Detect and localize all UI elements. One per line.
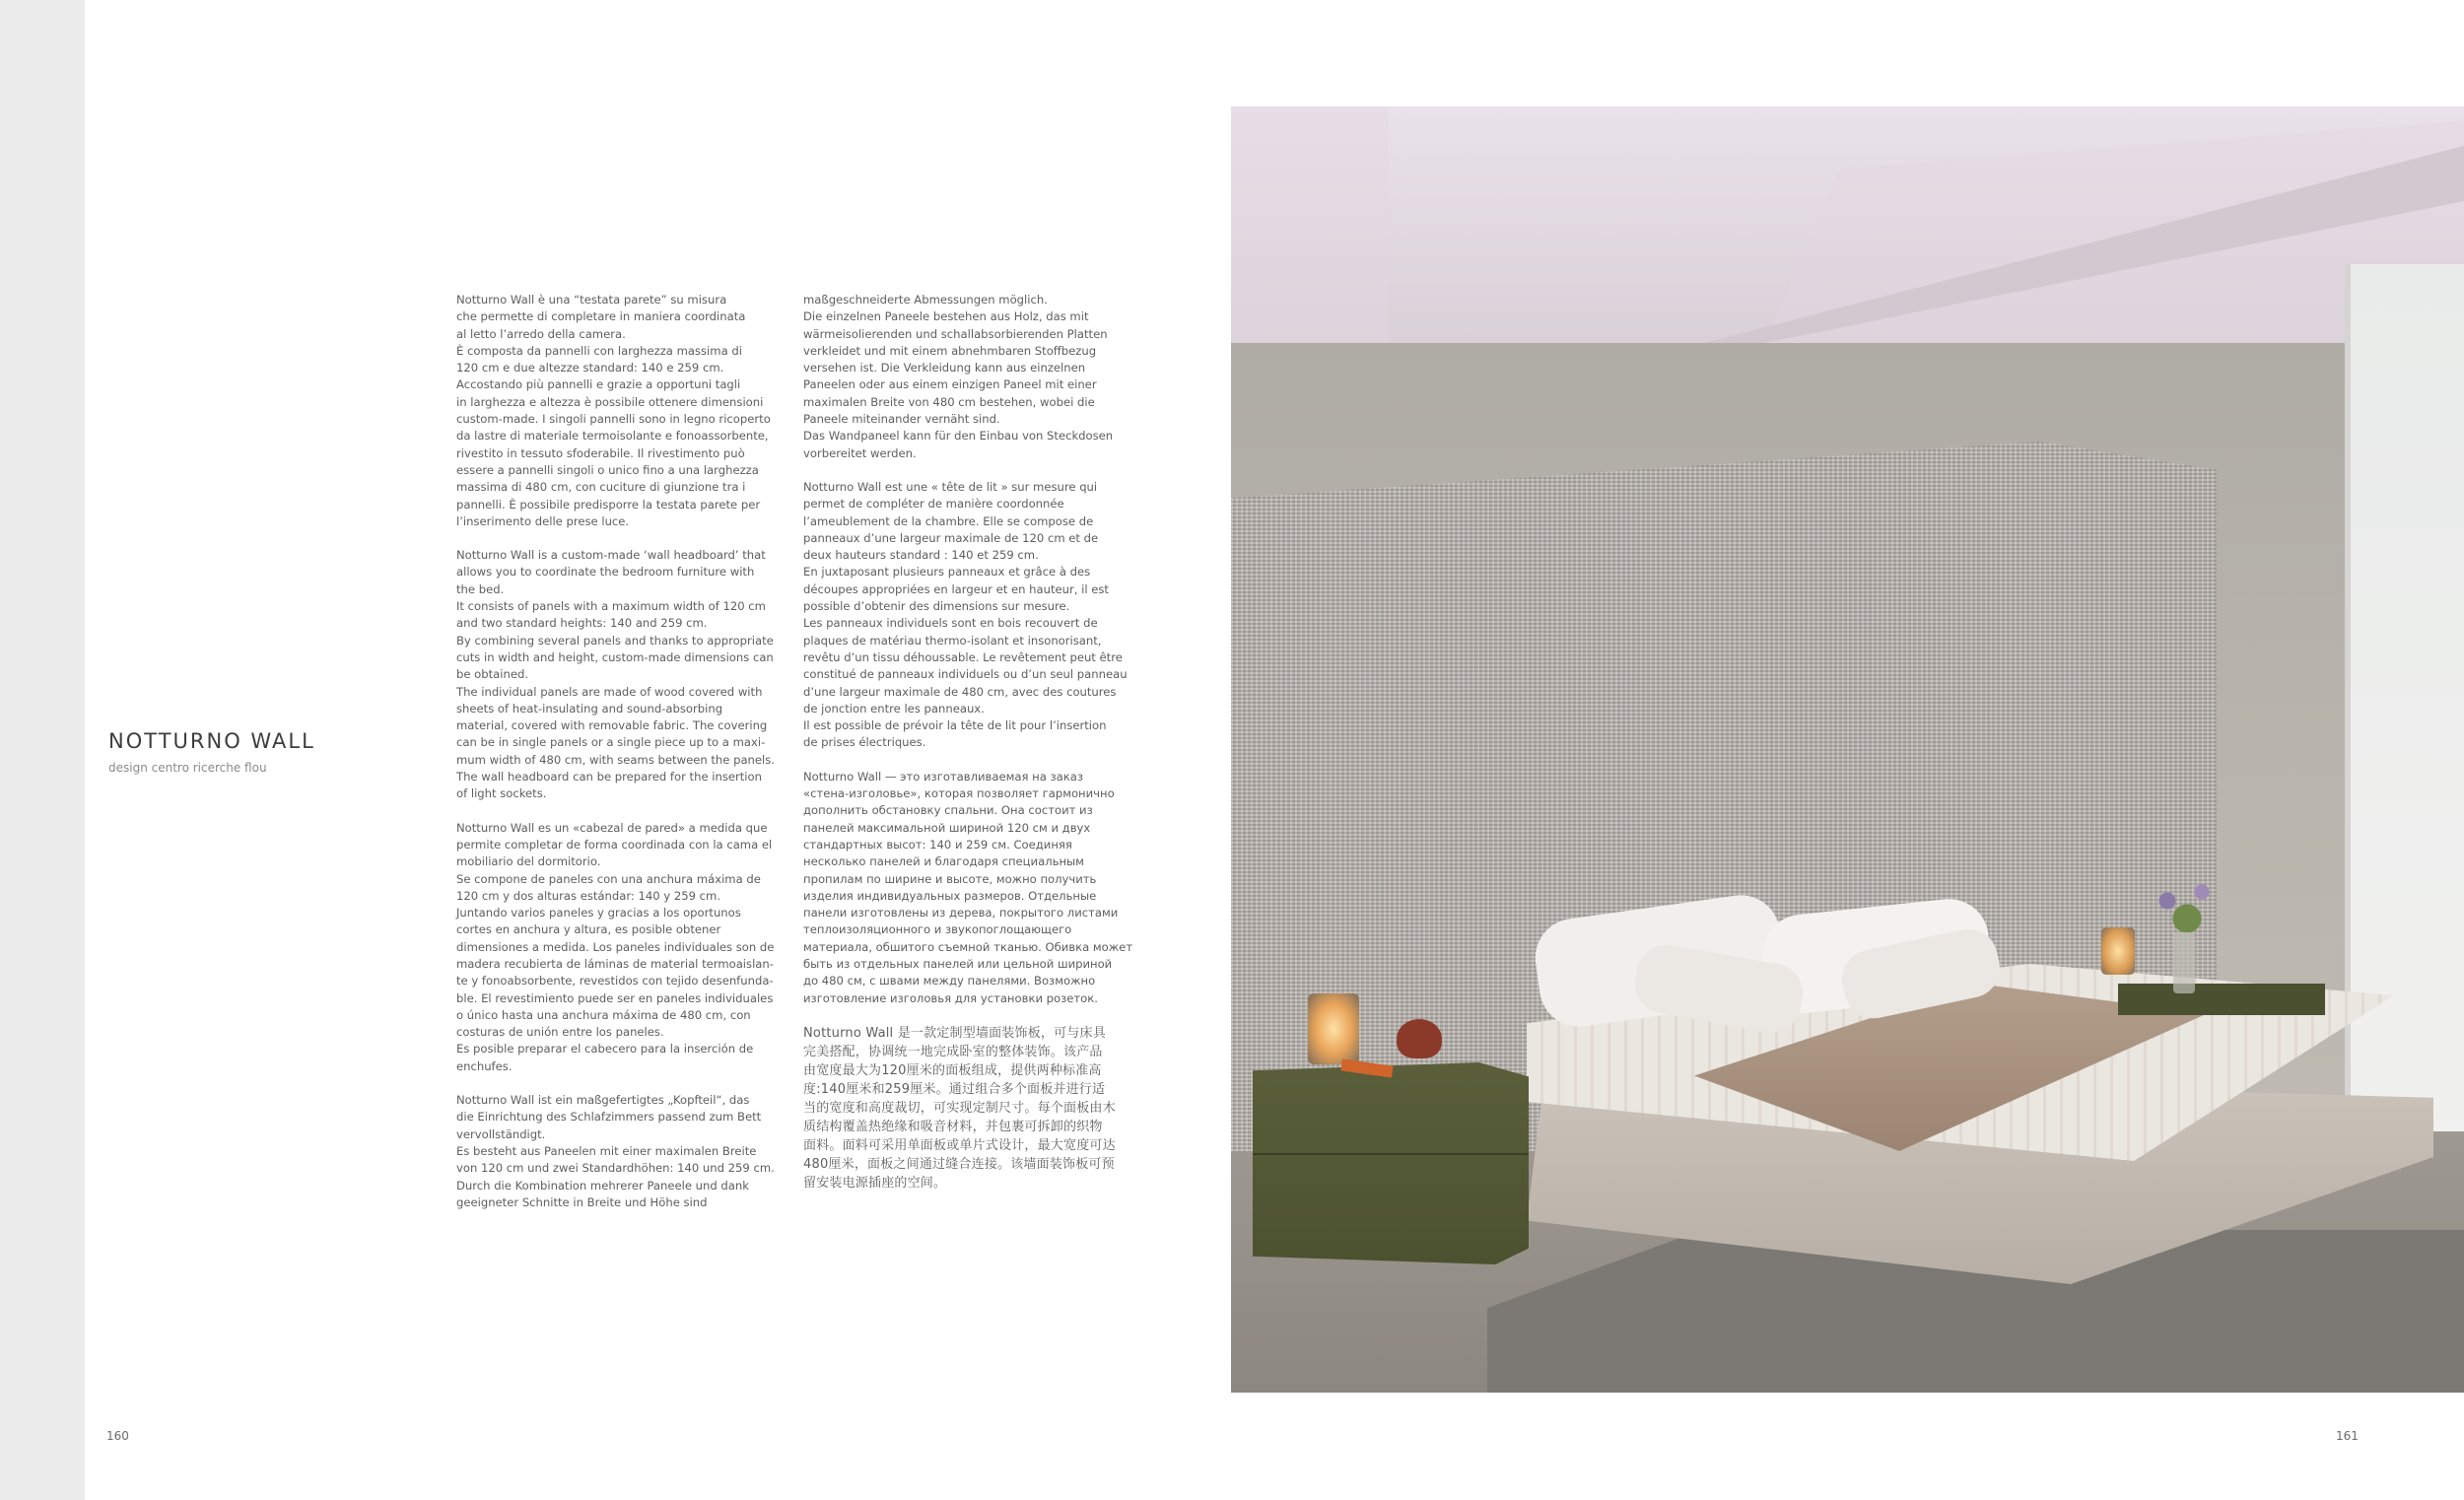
text-line: 面料。面料可采用单面板或单片式设计，最大宽度可达 — [803, 1137, 1116, 1153]
text-line: 120 cm y dos alturas estándar: 140 y 259 cm. — [456, 888, 721, 903]
text-line: of light sockets. — [456, 786, 547, 801]
text-line: sheets of heat-insulating and sound-absorbing — [456, 701, 723, 716]
text-line: constitué de panneaux individuels ou d’un seul panneau — [803, 667, 1128, 682]
text-column-2 — [803, 292, 1133, 1209]
text-line: Notturno Wall est une « tête de lit » sur mesure qui — [803, 479, 1098, 494]
text-line: Notturno Wall is a custom-made ‘wall headboard’ that — [456, 548, 766, 563]
text-line: Les panneaux individuels sont en bois recouvert de — [803, 616, 1098, 631]
text-line: Es besteht aus Paneelen mit einer maximalen Breite — [456, 1143, 757, 1158]
text-line: découpes appropriées en largeur et en hauteur, il est — [803, 581, 1109, 596]
text-line: Paneele miteinander vernäht sind. — [803, 412, 1000, 427]
text-line: vorbereitet werden. — [803, 445, 917, 460]
text-line: de jonction entre les panneaux. — [803, 701, 985, 716]
page-number-left: 160 — [106, 1429, 129, 1443]
text-line: Notturno Wall ist ein maßgefertigtes „Kopfteil“, das — [456, 1093, 750, 1108]
text-line: The wall headboard can be prepared for the insertion — [456, 770, 762, 784]
text-line: 120 cm e due altezze standard: 140 e 259 cm. — [456, 361, 724, 375]
text-line: madera recubierta de láminas de material termoaislan- — [456, 956, 774, 971]
text-line: Die einzelnen Paneele bestehen aus Holz, das mit — [803, 309, 1089, 324]
paragraph-en — [456, 547, 782, 802]
text-line: mum width of 480 cm, with seams between the panels. — [456, 752, 775, 767]
text-line: Juntando varios paneles y gracias a los oportunos — [456, 906, 741, 920]
drawer-divider — [1253, 1153, 1529, 1155]
text-line: 由宽度最大为120厘米的面板组成，提供两种标准高 — [803, 1062, 1102, 1078]
text-line: the bed. — [456, 581, 505, 596]
text-line: cortes en anchura y altura, es posible obtener — [456, 922, 721, 937]
nightstand-left — [1253, 1062, 1529, 1264]
text-column-1 — [456, 292, 782, 1228]
nightstand-right — [2118, 984, 2325, 1015]
text-line: Il est possible de prévoir la tête de lit pour l’insertion — [803, 718, 1107, 733]
text-line: o único hasta una anchura máxima de 480 cm, con — [456, 1007, 751, 1022]
text-line: wärmeisolierenden und schallabsorbierenden Platten — [803, 326, 1108, 341]
text-line: costuras de unión entre los paneles. — [456, 1025, 664, 1040]
text-line: maximalen Breite von 480 cm bestehen, wobei die — [803, 394, 1095, 409]
text-line: dimensiones a medida. Los paneles individuales son de — [456, 939, 775, 954]
paragraph-zh — [803, 1024, 1129, 1193]
text-line: pannelli. È possibile predisporre la testata parete per — [456, 497, 761, 511]
text-line: and two standard heights: 140 and 259 cm. — [456, 616, 708, 631]
glass-vase — [2173, 932, 2195, 993]
text-line: панели изготовлены из дерева, покрытого листами — [803, 906, 1119, 920]
text-line: The individual panels are made of wood covered with — [456, 684, 763, 699]
text-line: Se compone de paneles con una anchura máxima de — [456, 871, 761, 886]
text-line: verkleidet und mit einem abnehmbaren Stoffbezug — [803, 343, 1097, 358]
text-line: быть из отдельных панелей или цельной шириной — [803, 956, 1113, 971]
text-line: Accostando più pannelli e grazie a opportuni tagli — [456, 377, 741, 392]
paragraph-fr — [803, 479, 1129, 752]
text-line: È composta da pannelli con larghezza massima di — [456, 343, 742, 358]
text-line: материала, обшитого съемной тканью. Обивка может — [803, 939, 1133, 954]
bedroom-photo — [1231, 106, 2464, 1393]
text-line: rivestito in tessuto sfoderabile. Il rivestimento può — [456, 445, 745, 460]
text-line: 完美搭配，协调统一地完成卧室的整体装饰。该产品 — [803, 1044, 1103, 1059]
spine-gutter — [0, 0, 85, 1500]
text-line: in larghezza e altezza è possibile ottenere dimensioni — [456, 394, 764, 409]
text-line: стандартных высот: 140 и 259 см. Соединяя — [803, 837, 1072, 852]
text-line: panneaux d’une largeur maximale de 120 cm et de — [803, 530, 1099, 545]
text-line: 度:140厘米和259厘米。通过组合多个面板并进行适 — [803, 1081, 1106, 1097]
text-line: custom-made. I singoli pannelli sono in legno ricoperto — [456, 412, 771, 427]
text-line: By combining several panels and thanks to appropriate — [456, 633, 774, 648]
text-line: die Einrichtung des Schlafzimmers passend zum Bett — [456, 1110, 762, 1125]
text-line: Durch die Kombination mehrerer Paneele und dank — [456, 1178, 749, 1193]
text-line: te y fonoabsorbente, revestidos con tejido desenfunda- — [456, 974, 774, 989]
text-line: Notturno Wall è una “testata parete” su misura — [456, 293, 727, 307]
text-line: ble. El revestimiento puede ser en paneles individuales — [456, 990, 774, 1005]
text-line: It consists of panels with a maximum width of 120 cm — [456, 599, 766, 614]
lantern-lamp-left — [1308, 993, 1359, 1064]
paragraph-it — [456, 292, 782, 530]
text-line: Das Wandpaneel kann für den Einbau von Steckdosen — [803, 429, 1114, 443]
text-line: Es posible preparar el cabecero para la inserción de — [456, 1042, 754, 1057]
text-line: possible d’obtenir des dimensions sur mesure. — [803, 599, 1070, 614]
paragraph-de — [803, 292, 1129, 462]
text-line: Notturno Wall es un «cabezal de pared» a medida que — [456, 820, 768, 835]
text-line: revêtu d’un tissu déhoussable. Le revêtement peut être — [803, 649, 1123, 664]
text-line: al letto l’arredo della camera. — [456, 326, 626, 341]
text-line: пропилам по ширине и высоте, можно получить — [803, 871, 1097, 886]
text-line: enchufes. — [456, 1058, 513, 1073]
text-line: Paneelen oder aus einem einzigen Paneel mit einer — [803, 377, 1097, 392]
paragraph-ru — [803, 769, 1133, 1007]
text-line: permet de compléter de manière coordonnée — [803, 497, 1064, 511]
teapot — [1397, 1019, 1442, 1058]
text-line: до 480 см, с швами между панелями. Возможно — [803, 974, 1096, 989]
text-line: панелей максимальной шириной 120 см и двух — [803, 820, 1091, 835]
paragraph-de — [456, 1092, 782, 1211]
text-line: permite completar de forma coordinada con la cama el — [456, 837, 773, 852]
text-line: 480厘米，面板之间通过缝合连接。该墙面装饰板可预 — [803, 1156, 1115, 1172]
text-line: maßgeschneiderte Abmessungen möglich. — [803, 293, 1048, 307]
text-line: can be in single panels or a single piece up to a maxi- — [456, 735, 766, 750]
text-line: material, covered with removable fabric. The covering — [456, 718, 768, 733]
text-line: massima di 480 cm, con cuciture di giunzione tra i — [456, 480, 746, 495]
text-line: «стена-изголовье», которая позволяет гармонично — [803, 786, 1115, 801]
text-line: 当的宽度和高度裁切，可实现定制尺寸。每个面板由木 — [803, 1100, 1116, 1116]
text-line: 质结构覆盖热绝缘和吸音材料，并包裹可拆卸的织物 — [803, 1119, 1103, 1134]
text-line: be obtained. — [456, 667, 529, 682]
text-line: mobiliario del dormitorio. — [456, 854, 601, 869]
text-line: l’inserimento delle prese luce. — [456, 513, 630, 528]
text-line: von 120 cm und zwei Standardhöhen: 140 und 259 cm. — [456, 1161, 775, 1176]
text-line: cuts in width and height, custom-made dimensions can — [456, 649, 774, 664]
text-line: изделия индивидуальных размеров. Отдельные — [803, 888, 1097, 903]
paragraph-es — [456, 820, 782, 1075]
text-line: теплоизоляционного и звукопоглощающего — [803, 922, 1072, 937]
text-line: allows you to coordinate the bedroom furniture with — [456, 565, 755, 580]
text-line: da lastre di materiale termoisolante e fonoassorbente, — [456, 429, 769, 443]
text-line: versehen ist. Die Verkleidung kann aus einzelnen — [803, 361, 1086, 375]
text-line: essere a pannelli singoli o unico fino a una larghezza — [456, 462, 759, 477]
text-line: deux hauteurs standard : 140 et 259 cm. — [803, 548, 1039, 563]
text-line: En juxtaposant plusieurs panneaux et grâce à des — [803, 565, 1091, 580]
page-number-right: 161 — [2336, 1429, 2359, 1443]
text-line: d’une largeur maximale de 480 cm, avec des coutures — [803, 684, 1117, 699]
designer-credit: design centro ricerche flou — [108, 761, 267, 775]
text-line: che permette di completare in maniera coordinata — [456, 309, 746, 324]
text-line: l’ameublement de la chambre. Elle se compose de — [803, 513, 1094, 528]
product-title: NOTTURNO WALL — [108, 729, 315, 753]
lantern-lamp-right — [2101, 927, 2135, 975]
text-line: Notturno Wall — это изготавливаемая на заказ — [803, 769, 1084, 784]
text-line: дополнить обстановку спальни. Она состоит из — [803, 803, 1093, 818]
text-line: 留安装电源插座的空间。 — [803, 1175, 947, 1191]
text-line: de prises électriques. — [803, 735, 926, 750]
text-line: plaques de matériau thermo-isolant et insonorisant, — [803, 633, 1102, 648]
text-line: vervollständigt. — [456, 1126, 546, 1141]
text-line: несколько панелей и благодаря специальным — [803, 854, 1084, 869]
text-line: изготовление изголовья для установки розеток. — [803, 990, 1098, 1005]
text-line: geeigneter Schnitte in Breite und Höhe sind — [456, 1194, 708, 1209]
text-line: Notturno Wall 是一款定制型墙面装饰板，可与床具 — [803, 1025, 1106, 1041]
